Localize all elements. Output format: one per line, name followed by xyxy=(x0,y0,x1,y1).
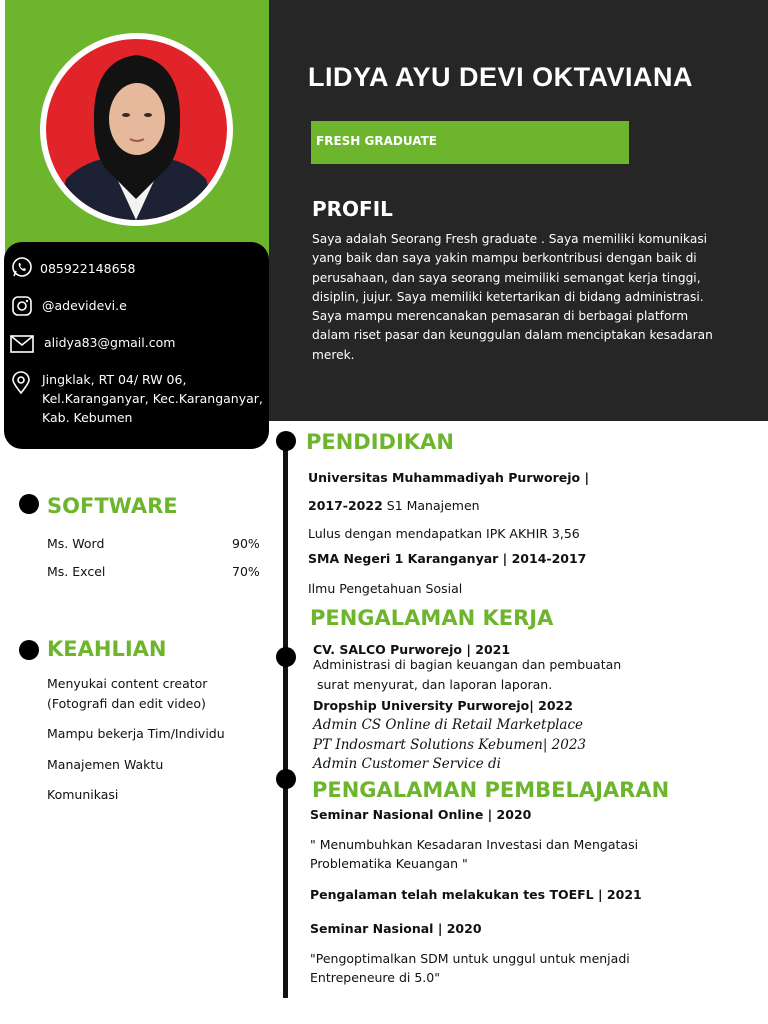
panel-edge xyxy=(0,0,5,260)
address-line: Kab. Kebumen xyxy=(42,410,133,425)
university-period xyxy=(308,498,480,513)
instagram-icon xyxy=(11,295,33,317)
whatsapp-icon xyxy=(11,256,33,278)
job-title: Dropship University Purworejo| 2022 xyxy=(313,698,573,713)
seminar-description: Problematika Keuangan " xyxy=(310,856,468,871)
skill-item: Menyukai content creator xyxy=(47,676,208,691)
software-heading: SOFTWARE xyxy=(47,494,178,518)
skills-heading: KEAHLIAN xyxy=(47,637,167,661)
skill-item: Komunikasi xyxy=(47,787,119,802)
timeline-line xyxy=(283,440,288,998)
candidate-name: LIDYA AYU DEVI OKTAVIANA xyxy=(308,62,694,92)
software-name: Ms. Excel xyxy=(47,564,106,579)
email-address[interactable]: alidya83@gmail.com xyxy=(44,335,176,350)
job-description: surat menyurat, dan laporan laporan. xyxy=(317,677,553,692)
profile-line: yang baik dan saya yakin mampu berkontribusi dengan baik di xyxy=(312,251,697,266)
learning-heading: PENGALAMAN PEMBELAJARAN xyxy=(312,778,670,802)
software-name: Ms. Word xyxy=(47,536,105,551)
seminar-description: " Menumbuhkan Kesadaran Investasi dan Mengatasi xyxy=(310,837,639,852)
role-label: FRESH GRADUATE xyxy=(316,134,437,148)
profile-line: merek. xyxy=(312,347,355,362)
profile-line: Saya mampu merencanakan pemasaran di berbagai platform xyxy=(312,309,689,324)
skill-item: Mampu bekerja Tim/Individu xyxy=(47,726,225,741)
work-heading: PENGALAMAN KERJA xyxy=(310,606,554,630)
job-title: CV. SALCO Purworejo | 2021 xyxy=(313,642,511,657)
job-description: Administrasi di bagian keuangan dan pembuatan xyxy=(313,657,622,672)
job-title: PT Indosmart Solutions Kebumen| 2023 xyxy=(313,737,587,753)
university-ipk: Lulus dengan mendapatkan IPK AKHIR 3,56 xyxy=(308,526,580,541)
profile-line: disiplin, jujur. Saya memiliki ketertarikan di bidang administrasi. xyxy=(312,289,704,304)
address-line: Jingklak, RT 04/ RW 06, xyxy=(42,372,187,387)
seminar-title: Seminar Nasional | 2020 xyxy=(310,921,482,936)
timeline-dot xyxy=(276,769,296,789)
seminar-description: "Pengoptimalkan SDM untuk unggul untuk menjadi xyxy=(310,951,630,966)
seminar-description: Entrepeneure di 5.0" xyxy=(310,970,440,985)
university-major: S1 Manajemen xyxy=(382,498,480,513)
timeline-dot xyxy=(276,431,296,451)
profile-line: Saya adalah Seorang Fresh graduate . Saya memiliki komunikasi xyxy=(312,232,708,246)
profile-text xyxy=(312,230,732,365)
profile-line: perusahaan, dan saya seorang meimiliki semangat kerja tinggi, xyxy=(312,270,701,285)
profile-heading: PROFIL xyxy=(312,197,393,221)
avatar xyxy=(46,39,227,220)
profile-line: dalam riset pasar dan keunggulan dalam menciptakan kesadaran xyxy=(312,328,713,343)
address xyxy=(42,370,263,427)
university-name: Universitas Muhammadiyah Purworejo | xyxy=(308,470,590,485)
software-level: 90% xyxy=(232,536,260,551)
job-description: Admin CS Online di Retail Marketplace xyxy=(313,717,584,733)
software-level: 70% xyxy=(232,564,260,579)
school-major: Ilmu Pengetahuan Sosial xyxy=(308,581,463,596)
instagram-handle[interactable]: @adevidevi.e xyxy=(42,298,127,313)
seminar-title: Seminar Nasional Online | 2020 xyxy=(310,807,532,822)
university-years: 2017-2022 xyxy=(308,498,383,513)
toefl-entry: Pengalaman telah melakukan tes TOEFL | 2021 xyxy=(310,887,642,902)
timeline-dot xyxy=(276,647,296,667)
location-pin-icon xyxy=(11,371,31,395)
school-name: SMA Negeri 1 Karanganyar | 2014-2017 xyxy=(308,551,587,566)
phone-number[interactable]: 085922148658 xyxy=(40,261,136,276)
skill-item: (Fotografi dan edit video) xyxy=(47,696,206,711)
job-description: Admin Customer Service di xyxy=(313,756,501,772)
section-dot xyxy=(19,494,39,514)
section-dot xyxy=(19,640,39,660)
education-heading: PENDIDIKAN xyxy=(306,430,454,454)
mail-icon xyxy=(10,335,34,353)
address-line: Kel.Karanganyar, Kec.Karanganyar, xyxy=(42,391,263,406)
skill-item: Manajemen Waktu xyxy=(47,757,164,772)
